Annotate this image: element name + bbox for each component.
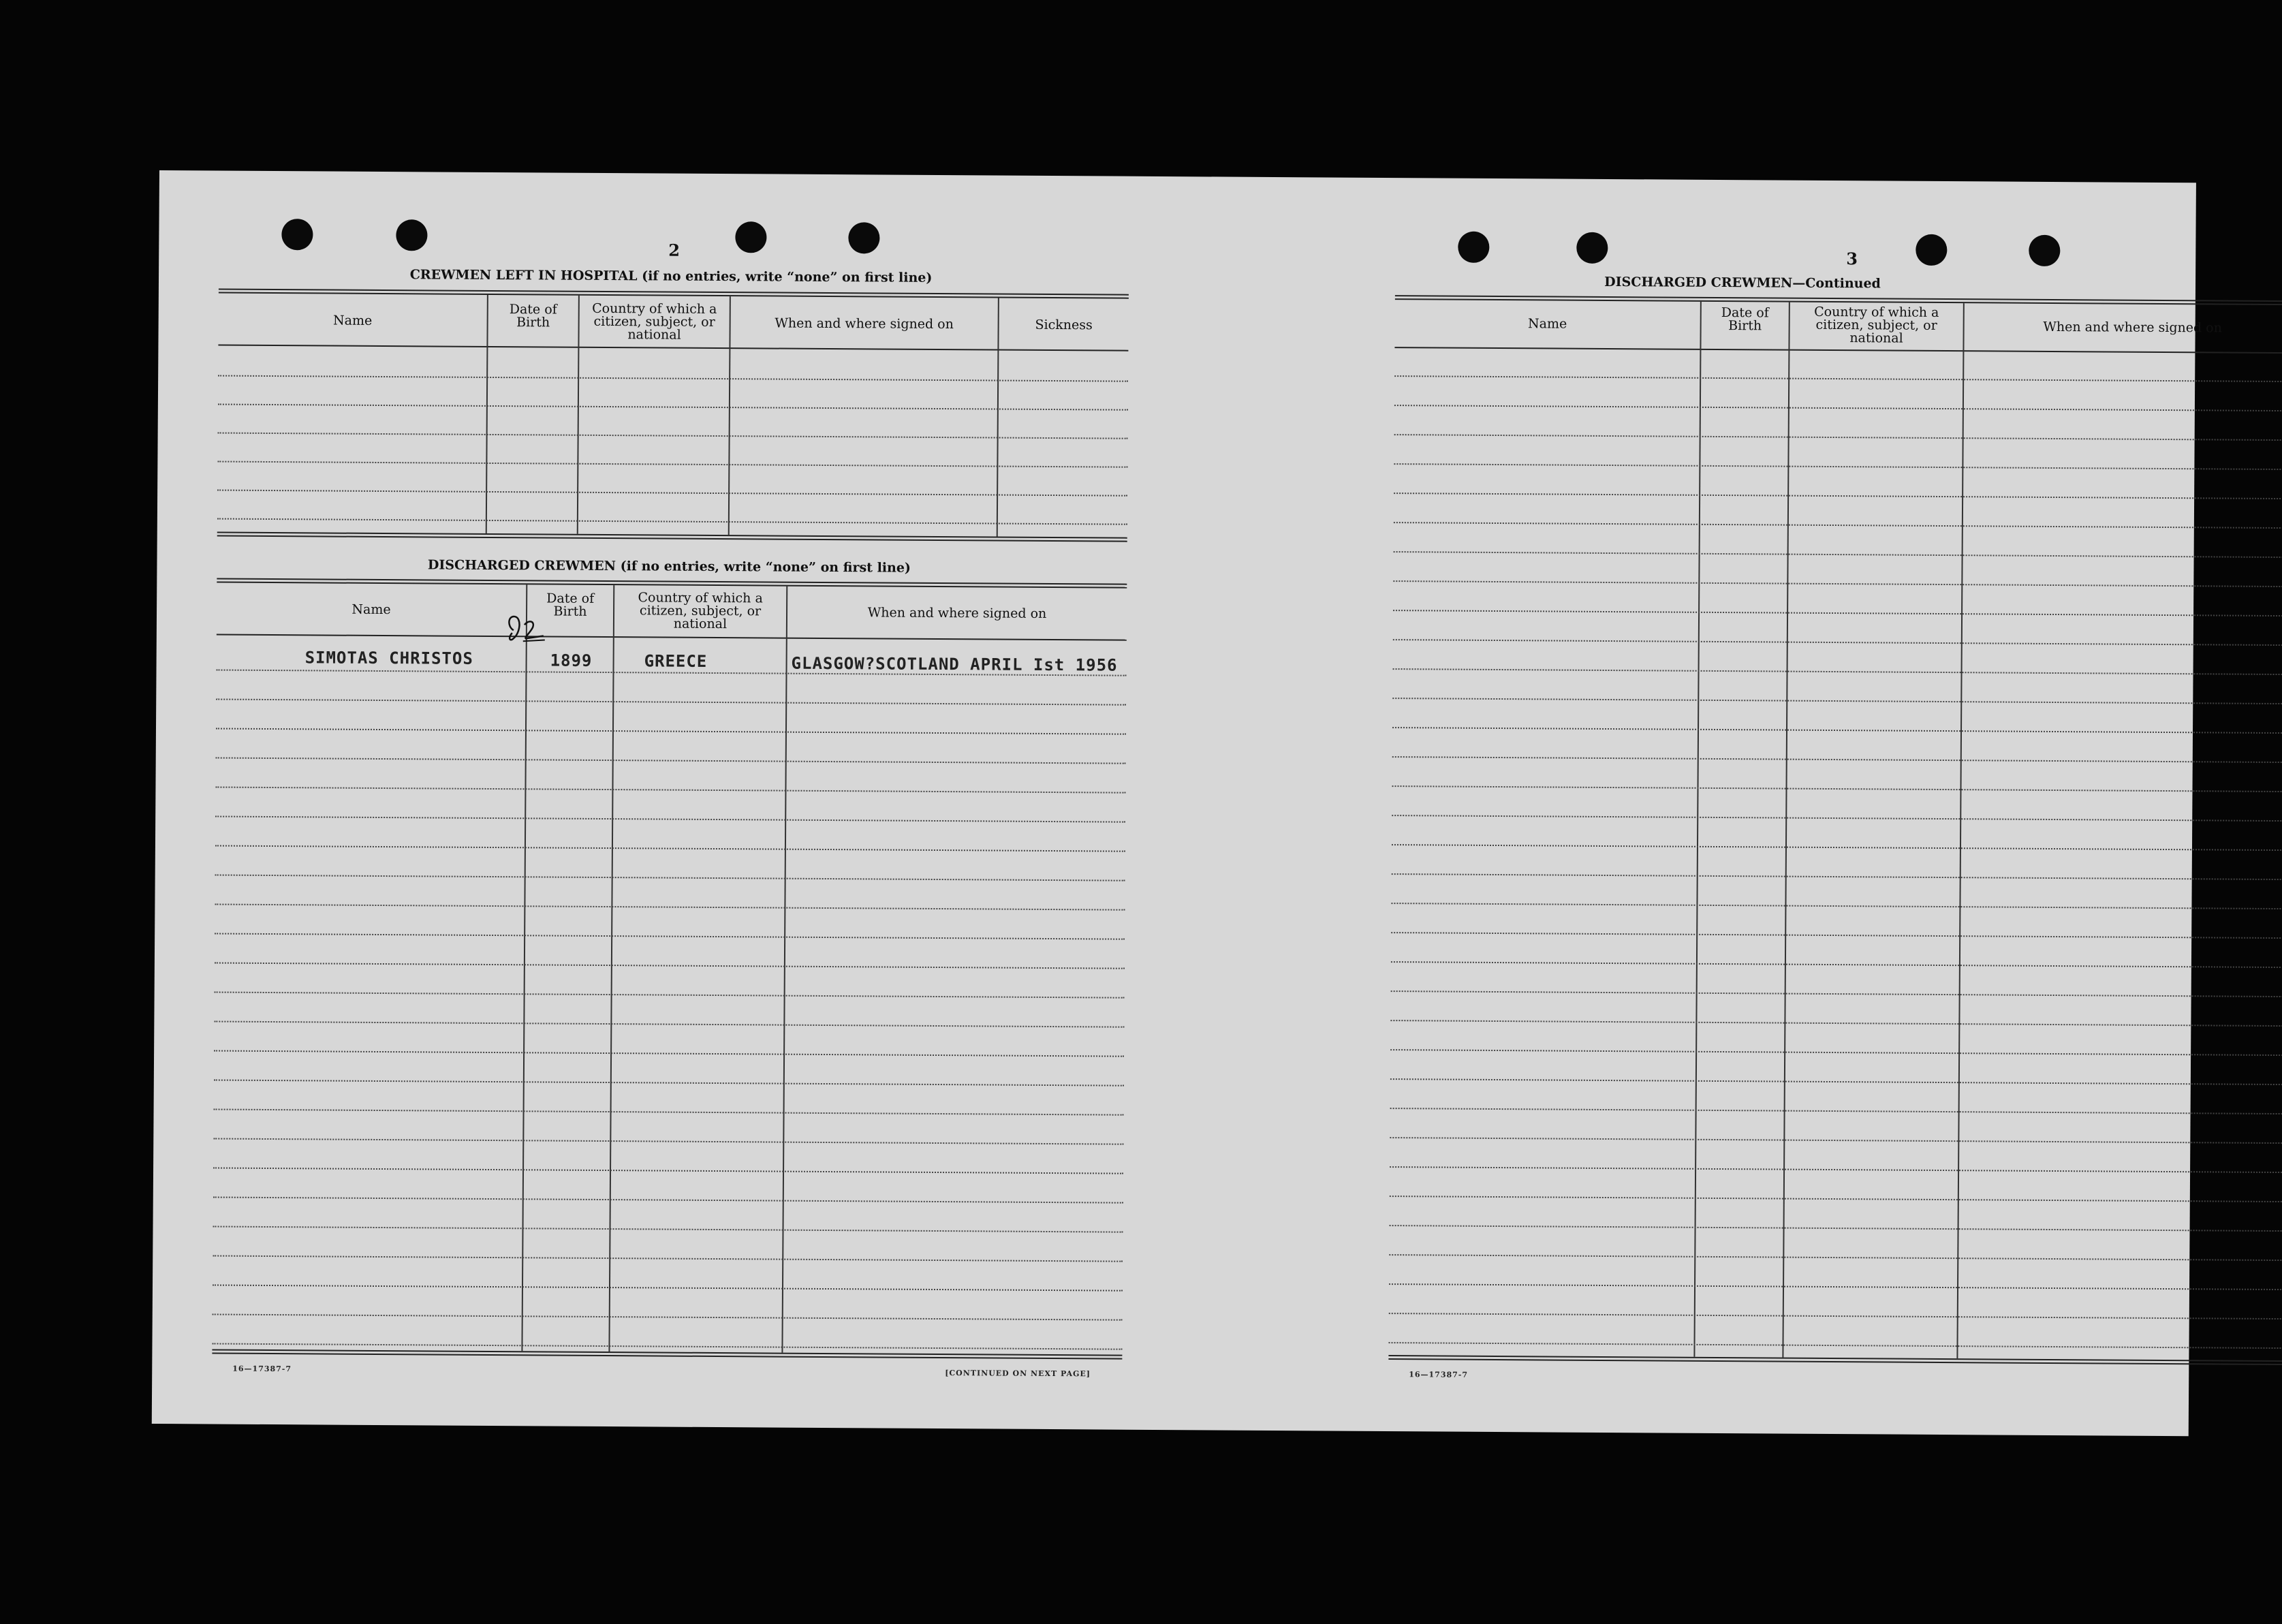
page-number: 2 xyxy=(668,240,681,260)
col-header-signed-on: When and where signed on xyxy=(2043,319,2222,336)
punch-hole-icon xyxy=(735,221,766,253)
punch-hole-icon xyxy=(281,219,313,250)
page-number: 3 xyxy=(1846,249,1858,269)
punch-hole-icon xyxy=(1576,232,1608,264)
discharged-section-title: DISCHARGED CREWMEN (if no entries, write “none” on first line) xyxy=(427,557,911,576)
punch-hole-icon xyxy=(848,222,879,253)
crewman-name: SIMOTAS CHRISTOS xyxy=(304,648,473,668)
col-header-sickness: Sickness xyxy=(1035,317,1093,333)
punch-hole-icon xyxy=(396,219,427,251)
continued-section-title: DISCHARGED CREWMEN—Continued xyxy=(1604,274,1881,292)
crewman-country: GREECE xyxy=(644,651,708,671)
col-header-country: Country of which a citizen, subject, or national xyxy=(638,590,763,632)
col-header-signed-on: When and where signed on xyxy=(867,605,1047,621)
continued-note: [CONTINUED ON NEXT PAGE] xyxy=(945,1369,1091,1379)
left-page xyxy=(152,170,1178,1430)
col-header-country: Country of which a citizen, subject, or national xyxy=(1814,304,1939,346)
col-header-signed-on: When and where signed on xyxy=(775,315,954,332)
form-number: 16—17387-7 xyxy=(232,1364,292,1374)
punch-hole-icon xyxy=(2029,235,2060,266)
col-header-birth: Date of Birth xyxy=(509,302,557,330)
col-header-name: Name xyxy=(351,602,391,618)
col-header-birth: Date of Birth xyxy=(1721,305,1769,334)
punch-hole-icon xyxy=(1458,232,1489,263)
handwritten-mark xyxy=(504,610,552,651)
crewman-signed-on: GLASGOW?SCOTLAND APRIL Ist 1956 xyxy=(791,653,1118,675)
col-header-name: Name xyxy=(1527,316,1567,332)
document-sheet xyxy=(152,170,2222,1436)
crewman-birth-year: 1899 xyxy=(550,651,593,670)
punch-hole-icon xyxy=(1916,234,1947,266)
hospital-section-title: CREWMEN LEFT IN HOSPITAL (if no entries, write “none” on first line) xyxy=(409,267,933,285)
col-header-birth: Date of Birth xyxy=(546,591,595,619)
form-number: 16—17387-7 xyxy=(1409,1370,1469,1379)
right-page xyxy=(1170,176,2222,1436)
col-header-name: Name xyxy=(332,313,373,328)
col-header-country: Country of which a citizen, subject, or national xyxy=(592,300,717,343)
